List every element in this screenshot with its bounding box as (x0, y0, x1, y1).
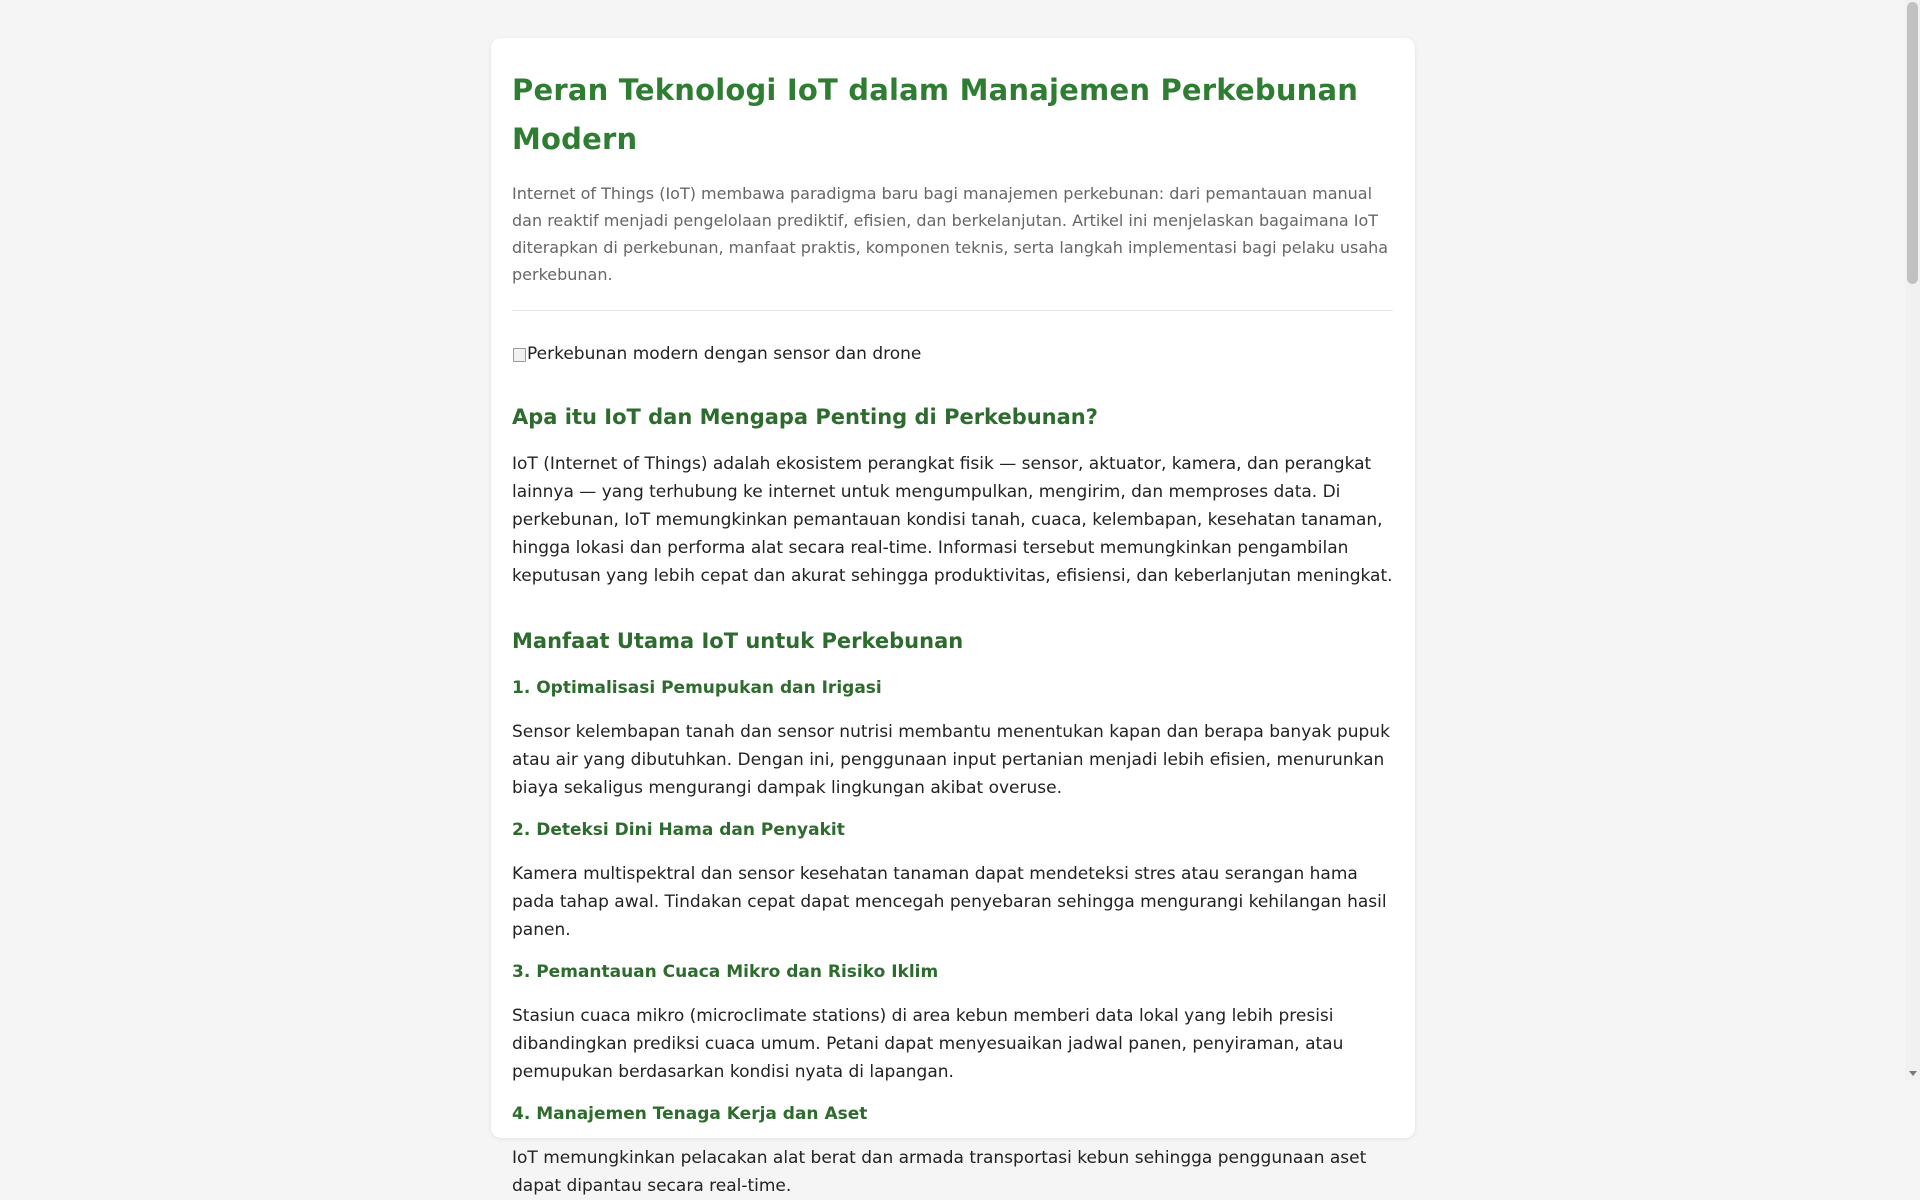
broken-image-icon (512, 346, 526, 362)
hero-image-alt-text: Perkebunan modern dengan sensor dan drone (527, 344, 922, 364)
article-title: Peran Teknologi IoT dalam Manajemen Perkebunan Modern (512, 73, 1359, 156)
scrollbar-thumb[interactable] (1907, 2, 1918, 284)
benefit-heading-workforce: 4. Manajemen Tenaga Kerja dan Aset (512, 1104, 868, 1124)
benefit-heading-fertilization: 1. Optimalisasi Pemupukan dan Irigasi (512, 678, 882, 698)
benefit-body-workforce: IoT memungkinkan pelacakan alat berat dan armada transportasi kebun sehingga penggunaan aset dapat dipantau secara real-time. (512, 1148, 1367, 1196)
benefit-body-fertilization: Sensor kelembapan tanah dan sensor nutrisi membantu menentukan kapan dan berapa banyak pupuk atau air yang dibutuhkan. Dengan ini, penggunaan input pertanian menjadi lebih efisien, menurunkan biaya sekaligus mengurangi dampak lingkungan akibat overuse. (512, 722, 1390, 798)
section-heading-what-is-iot: Apa itu IoT dan Mengapa Penting di Perkebunan? (512, 405, 1098, 429)
benefit-heading-pest-detection: 2. Deteksi Dini Hama dan Penyakit (512, 820, 845, 840)
section-body-what-is-iot: IoT (Internet of Things) adalah ekosistem perangkat fisik — sensor, aktuator, kamera, dan perangkat lainnya — yang terhubung ke internet untuk mengumpulkan, mengirim, dan memproses data. Di perkebunan, IoT memungkinkan pemantauan kondisi tanah, cuaca, kelembapan, kesehatan tanaman, hingga lokasi dan performa alat secara real-time. Informasi tersebut memungkinkan pengambilan keputusan yang lebih cepat dan akurat sehingga produktivitas, efisiensi, dan keberlanjutan meningkat. (512, 454, 1393, 586)
benefit-heading-weather: 3. Pemantauan Cuaca Mikro dan Risiko Iklim (512, 962, 939, 982)
benefit-body-pest-detection: Kamera multispektral dan sensor kesehatan tanaman dapat mendeteksi stres atau serangan hama pada tahap awal. Tindakan cepat dapat mencegah penyebaran sehingga mengurangi kehilangan hasil panen. (512, 864, 1387, 940)
scroll-down-arrow-icon[interactable] (1909, 1071, 1917, 1076)
benefit-body-weather: Stasiun cuaca mikro (microclimate stations) di area kebun memberi data lokal yang lebih presisi dibandingkan prediksi cuaca umum. Petani dapat menyesuaikan jadwal panen, penyiraman, atau pemupukan berdasarkan kondisi nyata di lapangan. (512, 1006, 1344, 1082)
hero-image (512, 342, 1393, 366)
article-card (491, 38, 1415, 1196)
section-heading-benefits: Manfaat Utama IoT untuk Perkebunan (512, 629, 964, 653)
page-scrollbar[interactable] (1905, 0, 1920, 1080)
article-intro: Internet of Things (IoT) membawa paradigma baru bagi manajemen perkebunan: dari pemantauan manual dan reaktif menjadi pengelolaan prediktif, efisien, dan berkelanjutan. Artikel ini menjelaskan bagaimana IoT diterapkan di perkebunan, manfaat praktis, komponen teknis, serta langkah implementasi bagi pelaku usaha perkebunan. (512, 180, 1393, 311)
